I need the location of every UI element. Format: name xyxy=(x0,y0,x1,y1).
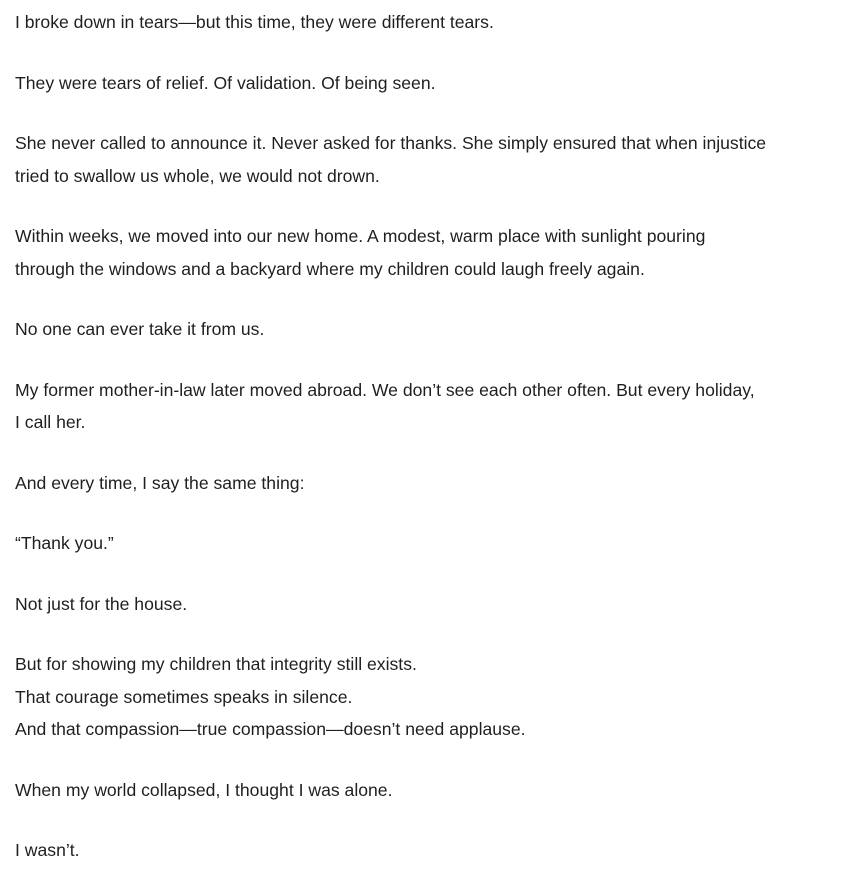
paragraph xyxy=(15,374,846,439)
paragraph xyxy=(15,127,846,192)
paragraph xyxy=(15,313,846,346)
paragraph xyxy=(15,648,846,746)
text-line: No one can ever take it from us. xyxy=(15,319,265,339)
text-line: tried to swallow us whole, we would not drown. xyxy=(15,165,380,186)
paragraph xyxy=(15,527,846,560)
text-line: I call her. xyxy=(15,412,86,432)
paragraph xyxy=(15,467,846,500)
text-line: When my world collapsed, I thought I was alone. xyxy=(15,779,393,800)
paragraph xyxy=(15,67,846,100)
paragraph xyxy=(15,6,846,39)
paragraph xyxy=(15,834,846,867)
text-line: But for showing my children that integrity still exists. xyxy=(15,654,417,674)
text-line: That courage sometimes speaks in silence. xyxy=(15,686,353,707)
text-line: I broke down in tears—but this time, they were different tears. xyxy=(15,12,494,32)
text-line: My former mother-in-law later moved abroad. We don’t see each other often. But every holiday, xyxy=(15,379,755,400)
text-line: Not just for the house. xyxy=(15,593,188,614)
text-line: I wasn’t. xyxy=(15,840,80,860)
text-line: She never called to announce it. Never asked for thanks. She simply ensured that when injustice xyxy=(15,133,767,153)
paragraph xyxy=(15,774,846,807)
paragraph xyxy=(15,588,846,621)
text-line: through the windows and a backyard where my children could laugh freely again. xyxy=(15,258,645,279)
paragraph xyxy=(15,220,846,285)
text-line: And every time, I say the same thing: xyxy=(15,472,305,493)
text-line: “Thank you.” xyxy=(15,533,114,553)
text-line: And that compassion—true compassion—doesn’t need applause. xyxy=(15,719,526,739)
text-line: Within weeks, we moved into our new home. A modest, warm place with sunlight pouring xyxy=(15,226,706,246)
text-line: They were tears of relief. Of validation. Of being seen. xyxy=(15,72,436,93)
